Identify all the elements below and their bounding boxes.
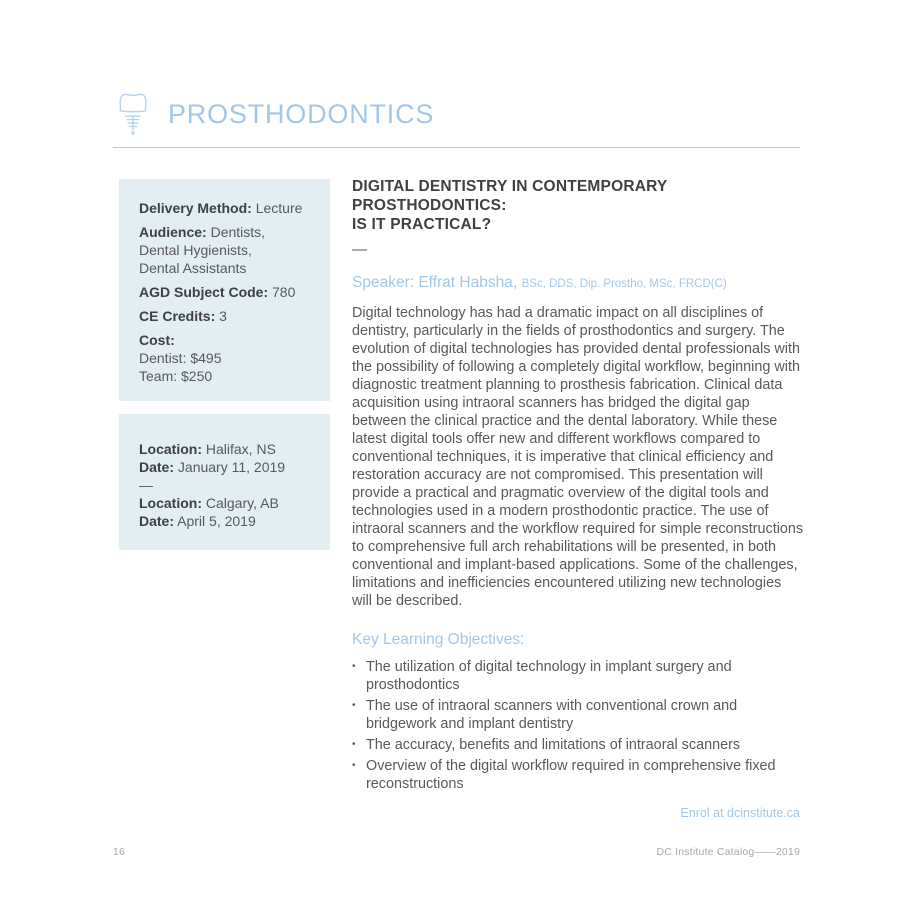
course-details (352, 177, 804, 796)
audience-label: Audience: (139, 224, 207, 240)
objective-item (352, 658, 804, 694)
objective-text: The accuracy, benefits and limitations of intraoral scanners (366, 737, 741, 753)
objectives-list (352, 658, 804, 793)
course-title-line2: IS IT PRACTICAL? (352, 216, 492, 233)
bullet-icon: • (352, 760, 356, 771)
location-label: Location: (139, 495, 202, 511)
page-number: 16 (113, 846, 126, 858)
course-title-line1: DIGITAL DENTISTRY IN CONTEMPORARY PROSTHODONTICS: (352, 178, 668, 214)
objective-text: Overview of the digital workflow required in comprehensive fixed reconstructions (366, 758, 776, 792)
bullet-icon: • (352, 661, 356, 672)
schedule-entry-1 (139, 440, 314, 476)
bullet-icon: • (352, 739, 356, 750)
section-header (113, 90, 434, 138)
location-value: Halifax, NS (205, 441, 276, 457)
cost-label: Cost: (139, 332, 175, 348)
enrol-link[interactable]: Enrol at dcinstitute.ca (680, 806, 800, 820)
audience-value-line2: Dental Hygienists, (139, 242, 252, 258)
ce-credits-label: CE Credits: (139, 308, 216, 324)
course-title (352, 177, 804, 234)
speaker-credentials: BSc, DDS, Dip. Prostho, MSc, FRCD(C) (521, 278, 727, 290)
speaker-line (352, 274, 804, 292)
objective-item (352, 757, 804, 793)
page-footer (113, 846, 800, 858)
delivery-method-value: Lecture (255, 200, 303, 216)
schedule-entry-2 (139, 494, 314, 530)
agd-code-value: 780 (272, 284, 296, 300)
header-divider (113, 147, 800, 148)
date-label: Date: (139, 513, 175, 529)
audience-row (139, 223, 314, 277)
agd-code-row (139, 283, 314, 301)
course-info-box (119, 179, 330, 401)
title-dash: — (352, 241, 367, 258)
catalog-label: DC Institute Catalog——2019 (656, 846, 800, 858)
objective-text: The use of intraoral scanners with conventional crown and bridgework and implant dentistry (366, 698, 738, 732)
delivery-method-row (139, 199, 314, 217)
course-info-sidebar (119, 179, 330, 550)
cost-dentist: Dentist: $495 (139, 350, 222, 366)
objective-item (352, 736, 804, 754)
objective-text: The utilization of digital technology in implant surgery and prosthodontics (366, 659, 732, 693)
ce-credits-value: 3 (219, 308, 227, 324)
date-value: April 5, 2019 (177, 513, 256, 529)
date-label: Date: (139, 459, 175, 475)
course-description: Digital technology has had a dramatic impact on all disciplines of dentistry, particularly in the fields of prosthodontics and surgery. The evolution of digital technologies has provided dental professionals with the possibility of following a completely digital workflow, beginning with diagnostic treatment planning to prosthesis fabrication. Clinical data acquisition using intraoral scanners has bridged the digital gap between the clinical practice and the dental laboratory. While these latest digital tools offer new and different workflows compared to conventional techniques, it is imperative that clinical efficiency and restoration accuracy are not compromised. This presentation will provide a practical and pragmatic overview of the digital tools and technologies used in a modern prosthodontic practice. The use of intraoral scanners and the workflow required for simple reconstructions to comprehensive full arch rehabilitations will be presented, in both conventional and implant-based applications. Some of the challenges, limitations and inefficiencies encountered utilizing new technologies will be described. (352, 305, 804, 609)
cost-row (139, 331, 314, 385)
audience-value-line3: Dental Assistants (139, 260, 247, 276)
section-title: PROSTHODONTICS (168, 98, 435, 129)
bullet-icon: • (352, 700, 356, 711)
objective-item (352, 697, 804, 733)
objectives-heading: Key Learning Objectives: (352, 631, 525, 648)
dental-implant-icon (113, 90, 153, 138)
speaker-name: Speaker: Effrat Habsha, (352, 274, 518, 291)
agd-code-label: AGD Subject Code: (139, 284, 269, 300)
location-value: Calgary, AB (205, 495, 279, 511)
audience-value: Dentists, (210, 224, 266, 240)
schedule-divider: — (139, 477, 153, 493)
ce-credits-row (139, 307, 314, 325)
date-value: January 11, 2019 (177, 459, 286, 475)
schedule-box (119, 414, 330, 550)
delivery-method-label: Delivery Method: (139, 200, 252, 216)
cost-team: Team: $250 (139, 368, 213, 384)
location-label: Location: (139, 441, 202, 457)
